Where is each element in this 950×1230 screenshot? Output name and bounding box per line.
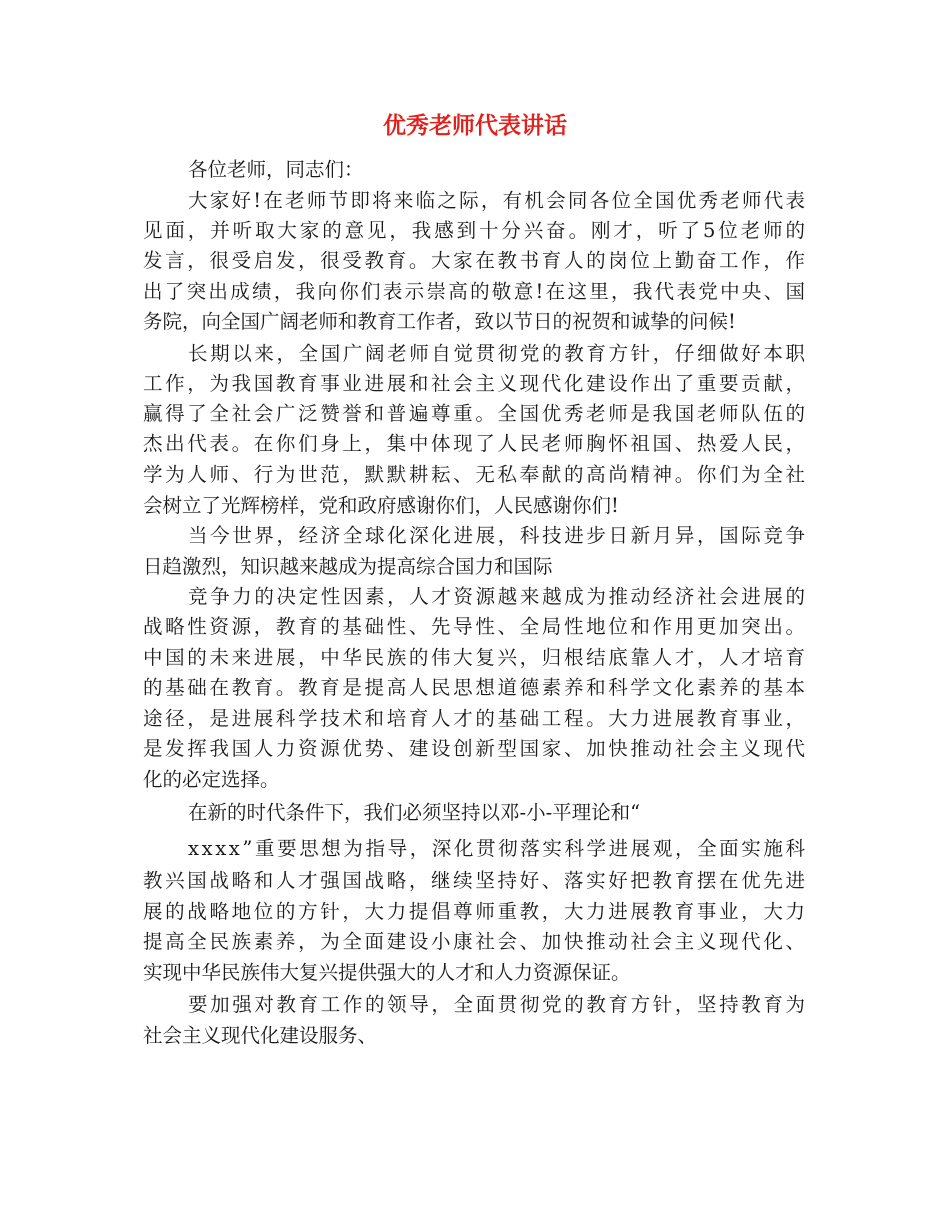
text-line: 社会主义现代化建设服务、 — [143, 1024, 378, 1047]
text-line: 实现中华民族伟大复兴提供强大的人才和人力资源保证。 — [143, 961, 631, 984]
text-line: 日趋激烈，知识越来越成为提高综合国力和国际 — [143, 555, 553, 578]
text-line: 务院，向全国广阔老师和教育工作者，致以节日的祝贺和诚挚的问候! — [143, 310, 736, 333]
text-line: 杰出代表。在你们身上，集中体现了人民老师胸怀祖国、热爱人民， — [143, 432, 808, 455]
text-line: xxxx”重要思想为指导，深化贯彻落实科学进展观，全面实施科 — [188, 837, 808, 860]
text-line: 学为人师、行为世范，默默耕耘、无私奉献的高尚精神。你们为全社 — [143, 463, 808, 486]
text-line: 是发挥我国人力资源优势、建设创新型国家、加快推动社会主义现代 — [143, 737, 808, 760]
text-line: 会树立了光辉榜样，党和政府感谢你们，人民感谢你们! — [143, 494, 619, 517]
text-line: 大家好!在老师节即将来临之际，有机会同各位全国优秀老师代表 — [188, 189, 808, 212]
text-line: 长期以来，全国广阔老师自觉贯彻党的教育方针，仔细做好本职 — [188, 342, 808, 365]
text-line: 中国的未来进展，中华民族的伟大复兴，归根结底靠人才，人才培育 — [143, 646, 808, 669]
text-line: 发言，很受启发，很受教育。大家在教书育人的岗位上勤奋工作，作 — [143, 249, 808, 272]
text-line: 教兴国战略和人才强国战略，继续坚持好、落实好把教育摆在优先进 — [143, 869, 808, 892]
text-line: 要加强对教育工作的领导，全面贯彻党的教育方针，坚持教育为 — [188, 993, 808, 1016]
text-line: 当今世界，经济全球化深化进展，科技进步日新月异，国际竞争 — [188, 524, 808, 547]
text-line: 的基础在教育。教育是提高人民思想道德素养和科学文化素养的基本 — [143, 676, 808, 699]
text-line: 化的必定选择。 — [143, 768, 280, 791]
text-line: 出了突出成绩，我向你们表示崇高的敬意!在这里，我代表党中央、国 — [143, 280, 808, 303]
text-line: 在新的时代条件下，我们必须坚持以邓-小-平理论和“ — [188, 801, 641, 824]
text-line: 见面，并听取大家的意见，我感到十分兴奋。刚才，听了5位老师的 — [143, 219, 808, 242]
text-line: 赢得了全社会广泛赞誉和普遍尊重。全国优秀老师是我国老师队伍的 — [143, 402, 808, 425]
text-line: 战略性资源，教育的基础性、先导性、全局性地位和作用更加突出。 — [143, 615, 808, 638]
text-line: 各位老师，同志们： — [188, 158, 364, 181]
text-line: 工作，为我国教育事业进展和社会主义现代化建设作出了重要贡献， — [143, 372, 808, 395]
text-line: 途径，是进展科学技术和培育人才的基础工程。大力进展教育事业， — [143, 707, 808, 730]
text-line: 展的战略地位的方针，大力提倡尊师重教，大力进展教育事业，大力 — [143, 900, 808, 923]
text-line: 竞争力的决定性因素，人才资源越来越成为推动经济社会进展的 — [188, 585, 808, 608]
text-line: 提高全民族素养，为全面建设小康社会、加快推动社会主义现代化、 — [143, 930, 808, 953]
document-title: 优秀老师代表讲话 — [383, 112, 567, 139]
